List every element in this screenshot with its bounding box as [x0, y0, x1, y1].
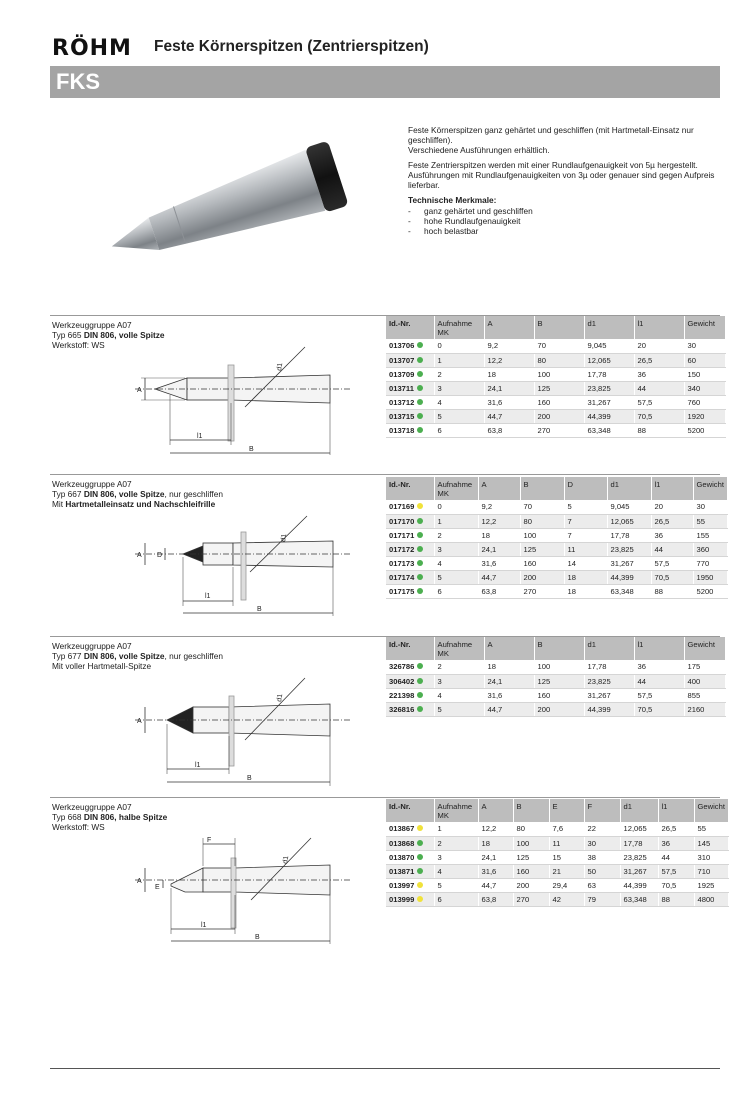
table-cell: 160 — [513, 864, 549, 878]
table-cell: 31,267 — [584, 688, 634, 702]
table-cell: 31,6 — [484, 688, 534, 702]
table-cell: 125 — [534, 674, 584, 688]
table-cell: 24,1 — [484, 381, 534, 395]
section-group: Werkzeuggruppe A07 — [52, 320, 132, 330]
table-cell: 60 — [684, 353, 725, 367]
table-cell: 100 — [520, 528, 564, 542]
table-cell: 21 — [549, 864, 584, 878]
page-header — [52, 34, 712, 64]
table-cell: 23,825 — [584, 381, 634, 395]
id-cell: 013712 — [386, 395, 434, 409]
table-cell: 125 — [534, 381, 584, 395]
table-cell: 0 — [434, 339, 484, 353]
availability-dot-green-icon — [417, 427, 423, 433]
table-cell: 70 — [534, 339, 584, 353]
table-cell: 38 — [584, 850, 620, 864]
table-cell: 12,2 — [478, 822, 513, 836]
table-cell: 760 — [684, 395, 725, 409]
availability-dot-yellow-icon — [417, 503, 423, 509]
id-cell: 013709 — [386, 367, 434, 381]
id-cell: 013999 — [386, 892, 434, 906]
table-cell: 17,78 — [620, 836, 658, 850]
availability-dot-green-icon — [417, 399, 423, 405]
table-cell: 23,825 — [584, 674, 634, 688]
id-cell: 013718 — [386, 423, 434, 437]
dim-label-E: E — [155, 884, 160, 891]
dim-label-A: A — [137, 387, 142, 394]
table-cell: 44,399 — [584, 409, 634, 423]
spec-table-667: Id.-Nr. Aufnahme MK A B D d1 l1 Gewicht 017169 0 9,2 70 5 9,045 20 30 017170 1 12,2 80 7 12,065 26,5 55 017171 2 18 100 7 17,78 36 155 017172 3 24,1 125 11 23,825 44 360 017173 4 31,6 160 14 31,267 57,5 770 017174 5 44,7 200 18 44,399 70,5 1950 017175 6 63,8 270 18 63,348 88 5200 — [386, 477, 728, 599]
id-cell: 017170 — [386, 514, 434, 528]
table-cell: 3 — [434, 542, 478, 556]
table-cell: 44 — [634, 674, 684, 688]
dim-label-A: A — [137, 718, 142, 725]
table-cell: 3 — [434, 381, 484, 395]
table-cell: 22 — [584, 822, 620, 836]
table-cell: 63 — [584, 878, 620, 892]
table-cell: 26,5 — [651, 514, 693, 528]
table-cell: 2 — [434, 660, 484, 674]
table-cell: 145 — [694, 836, 728, 850]
table-cell: 18 — [484, 367, 534, 381]
table-cell: 1 — [434, 822, 478, 836]
table-cell: 2160 — [684, 702, 725, 716]
table-row — [386, 864, 728, 878]
table-cell: 0 — [434, 500, 478, 514]
availability-dot-green-icon — [417, 532, 423, 538]
table-cell: 18 — [564, 570, 607, 584]
table-cell: 360 — [693, 542, 727, 556]
table-cell: 36 — [634, 367, 684, 381]
table-cell: 1 — [434, 353, 484, 367]
availability-dot-green-icon — [417, 678, 423, 684]
table-row — [386, 556, 727, 570]
availability-dot-green-icon — [417, 663, 423, 669]
id-cell: 326816 — [386, 702, 434, 716]
id-cell: 013868 — [386, 836, 434, 850]
table-cell: 340 — [684, 381, 725, 395]
dim-label-A: A — [137, 552, 142, 559]
section-material: Werkstoff: WS — [52, 340, 105, 350]
brand-logo: RÖHM — [52, 36, 132, 61]
table-cell: 18 — [478, 528, 520, 542]
id-cell: 017174 — [386, 570, 434, 584]
id-cell: 013715 — [386, 409, 434, 423]
table-row — [386, 822, 728, 836]
table-row — [386, 395, 725, 409]
id-cell: 013997 — [386, 878, 434, 892]
dim-label-B: B — [257, 606, 262, 613]
technical-drawing-667 — [125, 512, 375, 620]
id-cell: 013871 — [386, 864, 434, 878]
table-cell: 55 — [693, 514, 727, 528]
product-band — [50, 66, 720, 98]
section-divider — [50, 797, 720, 798]
table-cell: 710 — [694, 864, 728, 878]
table-cell: 7,6 — [549, 822, 584, 836]
section-material: Werkstoff: WS — [52, 822, 105, 832]
table-row — [386, 381, 725, 395]
table-cell: 5200 — [693, 584, 727, 598]
section-3-text — [52, 641, 372, 671]
table-cell: 20 — [651, 500, 693, 514]
availability-dot-green-icon — [417, 546, 423, 552]
id-cell: 013706 — [386, 339, 434, 353]
dim-label-d1: d1 — [282, 855, 291, 865]
id-cell: 013707 — [386, 353, 434, 367]
section-group: Werkzeuggruppe A07 — [52, 479, 132, 489]
table-cell: 6 — [434, 584, 478, 598]
table-cell: 80 — [534, 353, 584, 367]
table-row — [386, 688, 725, 702]
section-type: Typ 665 DIN 806, volle Spitze — [52, 330, 165, 340]
table-cell: 100 — [534, 660, 584, 674]
table-cell: 31,267 — [584, 395, 634, 409]
table-cell: 88 — [658, 892, 694, 906]
table-row — [386, 367, 725, 381]
table-cell: 18 — [484, 660, 534, 674]
page-title: Feste Körnerspitzen (Zentrierspitzen) — [154, 38, 429, 55]
table-cell: 18 — [564, 584, 607, 598]
dim-label-B: B — [247, 775, 252, 782]
availability-dot-yellow-icon — [417, 896, 423, 902]
table-cell: 160 — [534, 688, 584, 702]
id-cell: 017173 — [386, 556, 434, 570]
table-cell: 200 — [534, 409, 584, 423]
intro-p2b: Ausführungen mit Rundlaufgenauigkeiten von 3µ oder genauer sind gegen Aufpreis lieferbar. — [408, 170, 715, 190]
hero-product-image — [100, 135, 390, 265]
id-cell: 013711 — [386, 381, 434, 395]
table-row — [386, 878, 728, 892]
table-row — [386, 660, 725, 674]
intro-p2: Feste Zentrierspitzen werden mit einer Rundlaufgenauigkeit von 5µ hergestellt. — [408, 160, 698, 170]
table-cell: 6 — [434, 892, 478, 906]
table-cell: 63,348 — [584, 423, 634, 437]
table-cell: 11 — [549, 836, 584, 850]
availability-dot-green-icon — [417, 840, 423, 846]
dim-label-F: F — [207, 837, 212, 844]
table-cell: 200 — [520, 570, 564, 584]
table-cell: 30 — [684, 339, 725, 353]
table-cell: 24,1 — [478, 542, 520, 556]
table-cell: 1925 — [694, 878, 728, 892]
table-cell: 160 — [534, 395, 584, 409]
table-cell: 57,5 — [634, 395, 684, 409]
table-cell: 50 — [584, 864, 620, 878]
table-row — [386, 500, 727, 514]
availability-dot-green-icon — [417, 371, 423, 377]
feature-item: - hoch belastbar — [408, 226, 479, 236]
table-cell: 55 — [694, 822, 728, 836]
table-cell: 6 — [434, 423, 484, 437]
table-cell: 100 — [534, 367, 584, 381]
table-cell: 3 — [434, 850, 478, 864]
technical-drawing-668 — [125, 832, 375, 950]
section-2-text — [52, 479, 372, 509]
availability-dot-yellow-icon — [417, 825, 423, 831]
table-cell: 63,8 — [484, 423, 534, 437]
spec-table-665: Id.-Nr. Aufnahme MK A B d1 l1 Gewicht 013706 0 9,2 70 9,045 20 30 013707 1 12,2 80 12,065 26,5 60 013709 2 18 100 17,78 36 150 013711 3 24,1 125 23,825 44 340 013712 4 31,6 160 31,267 57,5 760 013715 5 44,7 200 44,399 70,5 1920 013718 6 63,8 270 63,348 88 5200 — [386, 316, 726, 438]
table-row — [386, 423, 725, 437]
dim-label-B: B — [255, 934, 260, 941]
table-row — [386, 339, 725, 353]
section-type: Typ 677 DIN 806, volle Spitze, nur geschliffen — [52, 651, 223, 661]
table-cell: 31,6 — [484, 395, 534, 409]
table-cell: 1920 — [684, 409, 725, 423]
section-divider — [50, 474, 720, 475]
table-cell: 17,78 — [584, 367, 634, 381]
table-cell: 12,065 — [584, 353, 634, 367]
table-cell: 11 — [564, 542, 607, 556]
table-row — [386, 584, 727, 598]
table-cell: 44,7 — [484, 702, 534, 716]
table-cell: 57,5 — [651, 556, 693, 570]
table-cell: 5 — [434, 570, 478, 584]
intro-text — [408, 125, 726, 236]
table-cell: 88 — [634, 423, 684, 437]
table-cell: 36 — [658, 836, 694, 850]
table-cell: 63,348 — [620, 892, 658, 906]
table-row — [386, 892, 728, 906]
table-cell: 310 — [694, 850, 728, 864]
table-cell: 70,5 — [634, 702, 684, 716]
availability-dot-green-icon — [417, 588, 423, 594]
table-cell: 125 — [513, 850, 549, 864]
table-cell: 70,5 — [658, 878, 694, 892]
table-cell: 3 — [434, 674, 484, 688]
table-cell: 4800 — [694, 892, 728, 906]
availability-dot-green-icon — [417, 692, 423, 698]
table-cell: 88 — [651, 584, 693, 598]
availability-dot-green-icon — [417, 706, 423, 712]
dim-label-A: A — [137, 878, 142, 885]
product-code: FKS — [56, 69, 100, 94]
availability-dot-yellow-icon — [417, 882, 423, 888]
table-cell: 79 — [584, 892, 620, 906]
id-cell: 013867 — [386, 822, 434, 836]
section-group: Werkzeuggruppe A07 — [52, 802, 132, 812]
availability-dot-green-icon — [417, 413, 423, 419]
table-cell: 855 — [684, 688, 725, 702]
table-cell: 24,1 — [478, 850, 513, 864]
id-cell: 306402 — [386, 674, 434, 688]
technical-drawing-665 — [125, 345, 375, 463]
intro-p1: Feste Körnerspitzen ganz gehärtet und geschliffen (mit Hartmetall-Einsatz nur geschliffen). — [408, 125, 694, 145]
table-cell: 44,7 — [484, 409, 534, 423]
availability-dot-green-icon — [417, 574, 423, 580]
table-cell: 5 — [434, 409, 484, 423]
feature-item: - hohe Rundlaufgenauigkeit — [408, 216, 521, 226]
dim-label-l1: l1 — [201, 922, 207, 929]
table-cell: 36 — [651, 528, 693, 542]
section-type: Typ 668 DIN 806, halbe Spitze — [52, 812, 168, 822]
availability-dot-green-icon — [417, 854, 423, 860]
table-cell: 9,2 — [484, 339, 534, 353]
table-cell: 36 — [634, 660, 684, 674]
table-cell: 44,7 — [478, 878, 513, 892]
table-cell: 26,5 — [658, 822, 694, 836]
id-cell: 017175 — [386, 584, 434, 598]
table-cell: 5 — [434, 878, 478, 892]
table-cell: 1 — [434, 514, 478, 528]
table-row — [386, 353, 725, 367]
availability-dot-green-icon — [417, 385, 423, 391]
table-cell: 155 — [693, 528, 727, 542]
table-cell: 7 — [564, 514, 607, 528]
table-cell: 80 — [520, 514, 564, 528]
features-title: Technische Merkmale: — [408, 195, 497, 205]
table-cell: 2 — [434, 836, 478, 850]
spec-table-668: Id.-Nr. Aufnahme MK A B E F d1 l1 Gewicht 013867 1 12,2 80 7,6 22 12,065 26,5 55 013868 2 18 100 11 30 17,78 36 145 013870 3 24,1 125 15 38 23,825 44 310 013871 4 31,6 160 21 50 31,267 57,5 710 013997 5 44,7 200 29,4 63 44,399 70,5 1925 013999 6 63,8 270 42 79 63,348 88 4800 — [386, 799, 729, 907]
table-row — [386, 570, 727, 584]
table-cell: 30 — [693, 500, 727, 514]
table-cell: 80 — [513, 822, 549, 836]
availability-dot-green-icon — [417, 560, 423, 566]
table-cell: 4 — [434, 688, 484, 702]
table-cell: 44,399 — [620, 878, 658, 892]
table-cell: 12,065 — [607, 514, 651, 528]
dim-label-d1: d1 — [276, 693, 285, 703]
table-cell: 17,78 — [607, 528, 651, 542]
spec-table-677: Id.-Nr. Aufnahme MK A B d1 l1 Gewicht 326786 2 18 100 17,78 36 175 306402 3 24,1 125 23,825 44 400 221398 4 31,6 160 31,267 57,5 855 326816 5 44,7 200 44,399 70,5 2160 — [386, 637, 726, 717]
table-cell: 57,5 — [658, 864, 694, 878]
dim-label-l1: l1 — [195, 762, 201, 769]
availability-dot-green-icon — [417, 518, 423, 524]
dim-label-d1: d1 — [280, 533, 289, 543]
table-cell: 5 — [434, 702, 484, 716]
table-row — [386, 702, 725, 716]
feature-item: - ganz gehärtet und geschliffen — [408, 206, 533, 216]
dim-label-B: B — [249, 446, 254, 453]
table-cell: 23,825 — [620, 850, 658, 864]
id-cell: 017169 — [386, 500, 434, 514]
section-4-text — [52, 802, 372, 832]
table-cell: 12,2 — [484, 353, 534, 367]
table-cell: 200 — [534, 702, 584, 716]
intro-p1b: Verschiedene Ausführungen erhältlich. — [408, 145, 550, 155]
table-row — [386, 674, 725, 688]
table-cell: 20 — [634, 339, 684, 353]
table-cell: 5 — [564, 500, 607, 514]
section-material: Mit Hartmetalleinsatz und Nachschleifrille — [52, 499, 216, 509]
table-cell: 4 — [434, 556, 478, 570]
table-cell: 12,065 — [620, 822, 658, 836]
dim-label-l1: l1 — [205, 593, 211, 600]
table-cell: 31,6 — [478, 864, 513, 878]
table-cell: 70,5 — [634, 409, 684, 423]
table-cell: 9,2 — [478, 500, 520, 514]
table-cell: 44,7 — [478, 570, 520, 584]
section-group: Werkzeuggruppe A07 — [52, 641, 132, 651]
table-cell: 2 — [434, 528, 478, 542]
table-cell: 770 — [693, 556, 727, 570]
table-cell: 150 — [684, 367, 725, 381]
table-cell: 44,399 — [584, 702, 634, 716]
table-cell: 70 — [520, 500, 564, 514]
id-cell: 013870 — [386, 850, 434, 864]
id-cell: 017171 — [386, 528, 434, 542]
table-cell: 29,4 — [549, 878, 584, 892]
footer-divider — [50, 1068, 720, 1069]
table-cell: 100 — [513, 836, 549, 850]
dim-label-l1: l1 — [197, 433, 203, 440]
dim-label-D: D — [157, 552, 163, 559]
technical-drawing-677 — [125, 674, 375, 789]
table-cell: 12,2 — [478, 514, 520, 528]
table-row — [386, 409, 725, 423]
table-cell: 31,267 — [620, 864, 658, 878]
id-cell: 017172 — [386, 542, 434, 556]
table-cell: 42 — [549, 892, 584, 906]
table-cell: 2 — [434, 367, 484, 381]
table-cell: 57,5 — [634, 688, 684, 702]
availability-dot-green-icon — [417, 357, 423, 363]
table-cell: 9,045 — [584, 339, 634, 353]
table-cell: 15 — [549, 850, 584, 864]
table-row — [386, 514, 727, 528]
section-type: Typ 667 DIN 806, volle Spitze, nur geschliffen — [52, 489, 223, 499]
table-cell: 7 — [564, 528, 607, 542]
table-row — [386, 850, 728, 864]
table-cell: 70,5 — [651, 570, 693, 584]
table-row — [386, 528, 727, 542]
table-cell: 1950 — [693, 570, 727, 584]
table-cell: 24,1 — [484, 674, 534, 688]
availability-dot-green-icon — [417, 868, 423, 874]
table-cell: 44,399 — [607, 570, 651, 584]
table-cell: 160 — [520, 556, 564, 570]
id-cell: 326786 — [386, 660, 434, 674]
table-cell: 270 — [534, 423, 584, 437]
table-cell: 14 — [564, 556, 607, 570]
id-cell: 221398 — [386, 688, 434, 702]
table-cell: 26,5 — [634, 353, 684, 367]
table-cell: 17,78 — [584, 660, 634, 674]
availability-dot-green-icon — [417, 342, 423, 348]
table-cell: 200 — [513, 878, 549, 892]
table-cell: 31,267 — [607, 556, 651, 570]
table-cell: 18 — [478, 836, 513, 850]
table-cell: 31,6 — [478, 556, 520, 570]
table-cell: 23,825 — [607, 542, 651, 556]
table-cell: 175 — [684, 660, 725, 674]
table-cell: 44 — [651, 542, 693, 556]
table-cell: 400 — [684, 674, 725, 688]
table-cell: 5200 — [684, 423, 725, 437]
table-cell: 63,8 — [478, 892, 513, 906]
table-cell: 4 — [434, 395, 484, 409]
table-cell: 270 — [520, 584, 564, 598]
table-cell: 44 — [658, 850, 694, 864]
table-cell: 270 — [513, 892, 549, 906]
table-row — [386, 836, 728, 850]
table-cell: 44 — [634, 381, 684, 395]
table-cell: 63,8 — [478, 584, 520, 598]
dim-label-d1: d1 — [276, 362, 285, 372]
table-row — [386, 542, 727, 556]
table-cell: 4 — [434, 864, 478, 878]
table-cell: 9,045 — [607, 500, 651, 514]
table-cell: 30 — [584, 836, 620, 850]
table-cell: 125 — [520, 542, 564, 556]
table-cell: 63,348 — [607, 584, 651, 598]
section-material: Mit voller Hartmetall-Spitze — [52, 661, 152, 671]
